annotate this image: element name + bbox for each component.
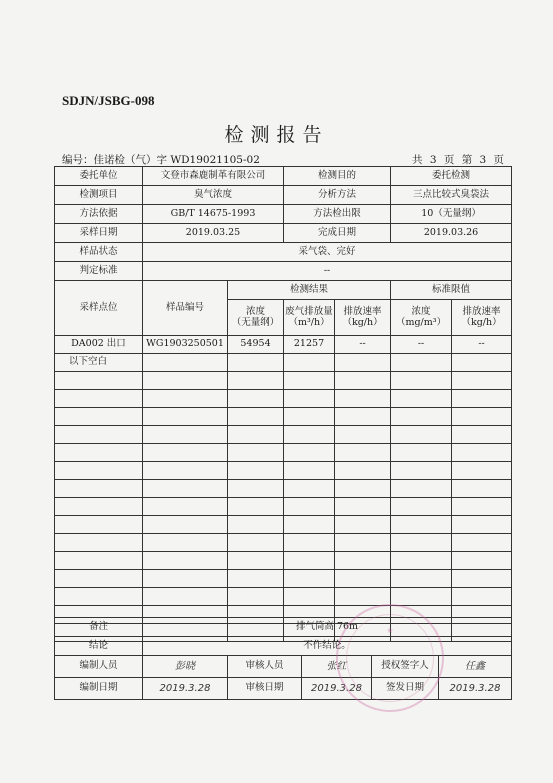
basis-value: GB/T 14675-1993 — [143, 205, 284, 224]
edit-date-label: 编制日期 — [55, 678, 143, 700]
method-label: 分析方法 — [284, 186, 391, 205]
seal-star-icon: ★ — [386, 626, 394, 635]
cell-rate: -- — [335, 336, 391, 354]
finish-date-label: 完成日期 — [284, 224, 391, 243]
cell-location — [55, 588, 143, 606]
cell-location — [55, 570, 143, 588]
cell-rate — [335, 516, 391, 534]
state-label: 样品状态 — [55, 243, 143, 262]
cell-sample-no: WG1903250501 — [143, 336, 228, 354]
review-date-label: 审核日期 — [228, 678, 302, 700]
signer-signature: 任鑫 — [439, 656, 512, 678]
cell-location — [55, 462, 143, 480]
review-date: 2019.3.28 — [302, 678, 372, 700]
editor-signature: 彭晓 — [143, 656, 228, 678]
cell-lim-conc — [391, 426, 452, 444]
item-value: 臭气浓度 — [143, 186, 284, 205]
table-row — [55, 408, 512, 426]
page-title: 检测报告 — [224, 124, 329, 146]
cell-lim-conc — [391, 408, 452, 426]
cell-rate — [335, 534, 391, 552]
cell-sample-no — [143, 480, 228, 498]
cell-lim-conc — [391, 372, 452, 390]
cell-flow — [284, 498, 335, 516]
cell-lim-conc — [391, 462, 452, 480]
method-value: 三点比较式臭袋法 — [391, 186, 512, 205]
cell-conc — [228, 372, 284, 390]
table-row — [55, 534, 512, 552]
standard-label: 判定标准 — [55, 262, 143, 281]
cell-lim-rate — [452, 408, 512, 426]
result-header: 检测结果 — [228, 281, 391, 300]
cell-lim-conc — [391, 588, 452, 606]
standard-value: -- — [143, 262, 512, 281]
cell-flow — [284, 426, 335, 444]
cell-lim-rate — [452, 390, 512, 408]
limit-rate-header: 排放速率 （kg/h） — [452, 300, 512, 336]
cell-rate — [335, 552, 391, 570]
cell-location — [55, 444, 143, 462]
limit-value: 10（无量纲） — [391, 205, 512, 224]
report-number: 编号：佳诺检（气）字 WD19021105-02 — [62, 154, 260, 166]
cell-rate — [335, 588, 391, 606]
limit-conc-header: 浓度 （mg/m³） — [391, 300, 452, 336]
edit-date: 2019.3.28 — [143, 678, 228, 700]
cell-conc — [228, 462, 284, 480]
table-row — [55, 480, 512, 498]
cell-location — [55, 516, 143, 534]
cell-flow — [284, 372, 335, 390]
cell-lim-conc — [391, 534, 452, 552]
cell-lim-conc — [391, 498, 452, 516]
table-row — [55, 462, 512, 480]
cell-flow — [284, 462, 335, 480]
cell-flow — [284, 444, 335, 462]
table-row — [55, 354, 512, 372]
item-label: 检测项目 — [55, 186, 143, 205]
sample-date-label: 采样日期 — [55, 224, 143, 243]
cell-conc — [228, 354, 284, 372]
cell-sample-no — [143, 498, 228, 516]
cell-flow: 21257 — [284, 336, 335, 354]
cell-location — [55, 372, 143, 390]
cell-rate — [335, 498, 391, 516]
cell-flow — [284, 408, 335, 426]
cell-location — [55, 390, 143, 408]
cell-location — [55, 408, 143, 426]
reviewer-label: 审核人员 — [228, 656, 302, 678]
remark-value: 排气筒高 76m — [143, 618, 512, 637]
signature-row — [55, 656, 512, 678]
report-table — [54, 166, 512, 642]
finish-date-value: 2019.03.26 — [391, 224, 512, 243]
cell-flow — [284, 354, 335, 372]
cell-flow — [284, 588, 335, 606]
cell-rate — [335, 354, 391, 372]
table-row — [55, 516, 512, 534]
info-row — [55, 167, 512, 186]
table-row — [55, 444, 512, 462]
cell-sample-no — [143, 516, 228, 534]
cell-conc — [228, 552, 284, 570]
cell-lim-rate — [452, 462, 512, 480]
cell-flow — [284, 570, 335, 588]
results-header-row — [55, 281, 512, 300]
location-header: 采样点位 — [55, 281, 143, 336]
info-row — [55, 243, 512, 262]
limit-header: 标准限值 — [391, 281, 512, 300]
cell-lim-conc — [391, 354, 452, 372]
cell-sample-no — [143, 588, 228, 606]
signer-label: 授权签字人 — [372, 656, 439, 678]
page-count: 共 3 页 第 3 页 — [412, 154, 505, 166]
sample-date-value: 2019.03.25 — [143, 224, 284, 243]
cell-sample-no — [143, 462, 228, 480]
conc-header: 浓度 （无量纲） — [228, 300, 284, 336]
purpose-value: 委托检测 — [391, 167, 512, 186]
cell-lim-rate — [452, 354, 512, 372]
cell-conc — [228, 516, 284, 534]
client-value: 文登市森鹿制革有限公司 — [143, 167, 284, 186]
cell-lim-rate — [452, 552, 512, 570]
table-row — [55, 426, 512, 444]
client-label: 委托单位 — [55, 167, 143, 186]
results-body — [55, 336, 512, 642]
cell-lim-rate: -- — [452, 336, 512, 354]
limit-label: 方法检出限 — [284, 205, 391, 224]
editor-label: 编制人员 — [55, 656, 143, 678]
cell-sample-no — [143, 372, 228, 390]
cell-conc — [228, 480, 284, 498]
cell-location: DA002 出口 — [55, 336, 143, 354]
cell-rate — [335, 372, 391, 390]
cell-lim-conc — [391, 516, 452, 534]
table-row — [55, 552, 512, 570]
info-row — [55, 205, 512, 224]
info-row — [55, 262, 512, 281]
cell-location — [55, 534, 143, 552]
cell-location: 以下空白 — [55, 354, 143, 372]
cell-rate — [335, 570, 391, 588]
cell-lim-conc — [391, 480, 452, 498]
table-row — [55, 588, 512, 606]
cell-lim-rate — [452, 588, 512, 606]
table-row — [55, 336, 512, 354]
cell-sample-no — [143, 552, 228, 570]
cell-lim-conc — [391, 444, 452, 462]
cell-conc — [228, 408, 284, 426]
cell-flow — [284, 552, 335, 570]
basis-label: 方法依据 — [55, 205, 143, 224]
cell-rate — [335, 462, 391, 480]
cell-lim-rate — [452, 444, 512, 462]
table-row — [55, 570, 512, 588]
cell-flow — [284, 390, 335, 408]
conclusion-row — [55, 637, 512, 656]
cell-conc — [228, 534, 284, 552]
cell-location — [55, 498, 143, 516]
conclusion-value: 不作结论。 — [143, 637, 512, 656]
cell-sample-no — [143, 426, 228, 444]
document-code: SDJN/JSBG-098 — [62, 93, 155, 108]
cell-lim-rate — [452, 570, 512, 588]
conclusion-label: 结论 — [55, 637, 143, 656]
issue-date-label: 签发日期 — [372, 678, 439, 700]
rate-header: 排放速率 （kg/h） — [335, 300, 391, 336]
cell-sample-no — [143, 534, 228, 552]
cell-sample-no — [143, 444, 228, 462]
cell-conc: 54954 — [228, 336, 284, 354]
cell-flow — [284, 516, 335, 534]
cell-lim-rate — [452, 426, 512, 444]
cell-flow — [284, 480, 335, 498]
cell-conc — [228, 444, 284, 462]
cell-rate — [335, 408, 391, 426]
cell-sample-no — [143, 408, 228, 426]
remark-row — [55, 618, 512, 637]
cell-rate — [335, 426, 391, 444]
cell-conc — [228, 390, 284, 408]
cell-rate — [335, 444, 391, 462]
info-row — [55, 224, 512, 243]
cell-sample-no — [143, 354, 228, 372]
cell-conc — [228, 588, 284, 606]
cell-conc — [228, 498, 284, 516]
cell-sample-no — [143, 390, 228, 408]
date-row — [55, 678, 512, 700]
remark-label: 备注 — [55, 618, 143, 637]
table-row — [55, 498, 512, 516]
cell-lim-conc — [391, 390, 452, 408]
cell-location — [55, 426, 143, 444]
cell-location — [55, 552, 143, 570]
cell-sample-no — [143, 570, 228, 588]
flow-header: 废气排放量 （m³/h） — [284, 300, 335, 336]
info-row — [55, 186, 512, 205]
cell-lim-rate — [452, 534, 512, 552]
cell-conc — [228, 570, 284, 588]
table-row — [55, 372, 512, 390]
state-value: 采气袋、完好 — [143, 243, 512, 262]
cell-rate — [335, 390, 391, 408]
cell-location — [55, 480, 143, 498]
sample-no-header: 样品编号 — [143, 281, 228, 336]
purpose-label: 检测目的 — [284, 167, 391, 186]
cell-lim-conc: -- — [391, 336, 452, 354]
cell-lim-rate — [452, 480, 512, 498]
cell-lim-conc — [391, 570, 452, 588]
cell-flow — [284, 534, 335, 552]
issue-date: 2019.3.28 — [439, 678, 512, 700]
cell-lim-conc — [391, 552, 452, 570]
signature-table — [54, 617, 512, 700]
cell-rate — [335, 480, 391, 498]
table-row — [55, 390, 512, 408]
cell-lim-rate — [452, 516, 512, 534]
cell-conc — [228, 426, 284, 444]
cell-lim-rate — [452, 498, 512, 516]
cell-lim-rate — [452, 372, 512, 390]
reviewer-signature: 张红 — [302, 656, 372, 678]
